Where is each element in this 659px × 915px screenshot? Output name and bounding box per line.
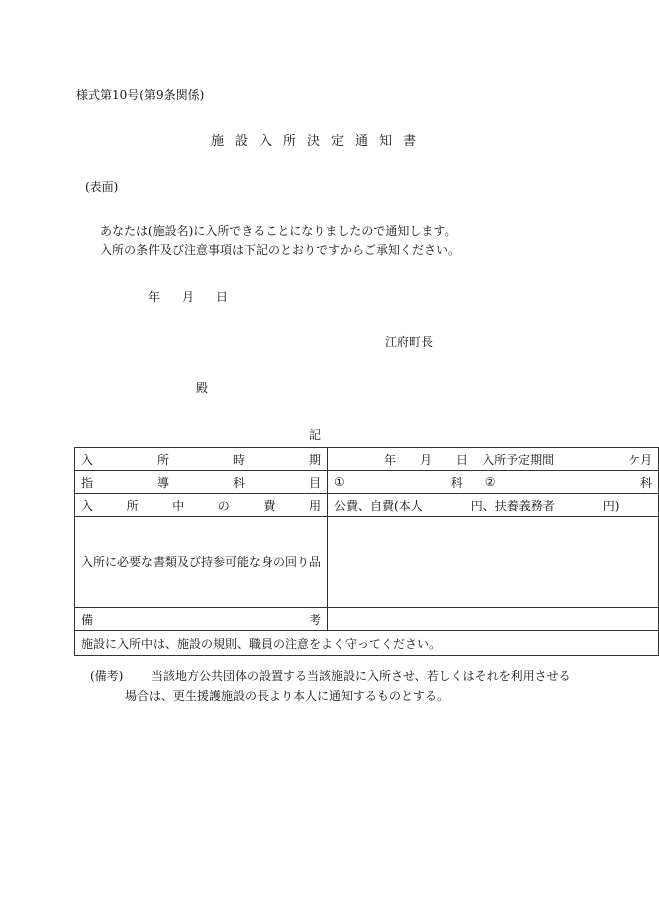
table-row-note: [75, 631, 659, 656]
label-guidance-subjects: 指導科目: [75, 471, 328, 494]
table-row-remarks: [75, 608, 659, 631]
body-text-line-2: 入所の条件及び注意事項は下記のとおりですからご承知ください。: [100, 243, 461, 257]
cost-yen-2: 円): [602, 498, 620, 513]
value-required-items: [328, 517, 659, 608]
issuer-name: 江府町長: [385, 335, 434, 349]
remarks-line-2: 場合は、更生援護施設の長より本人に通知するものとする。: [125, 689, 450, 703]
admission-period-unit: ケ月: [628, 452, 653, 467]
cost-public-self: 公費、自費(本人: [334, 498, 423, 513]
side-label: (表面): [85, 180, 119, 194]
label-table-remarks: 備考: [75, 608, 328, 631]
admission-month: 月: [420, 452, 433, 467]
subject-unit-1: 科: [450, 475, 463, 490]
date-year: 年: [148, 290, 161, 304]
value-costs: [328, 494, 659, 517]
table-row-guidance-subjects: [75, 471, 659, 494]
date-day: 日: [216, 290, 229, 304]
value-admission-time: [328, 448, 659, 471]
addressee-suffix: 殿: [196, 381, 209, 395]
table-note: 施設に入所中は、施設の規則、職員の注意をよく守ってください。: [75, 631, 659, 656]
value-table-remarks: [328, 608, 659, 631]
table-row-costs: [75, 494, 659, 517]
label-admission-time: 入所時期: [75, 448, 328, 471]
label-costs: 入所中の費用: [75, 494, 328, 517]
admission-year: 年: [384, 452, 397, 467]
form-number: 様式第10号(第9条関係): [76, 88, 205, 102]
table-row-admission-time: [75, 448, 659, 471]
cost-yen-1: 円、扶養義務者: [470, 498, 555, 513]
value-guidance-subjects: [328, 471, 659, 494]
table-row-required-items: [75, 517, 659, 608]
remarks-line-1: 当該地方公共団体の設置する当該施設に入所させ、若しくはそれを利用させる: [151, 669, 571, 683]
subject-unit-2: 科: [640, 475, 653, 490]
body-text-line-1: あなたは(施設名)に入所できることになりましたので通知します。: [100, 224, 457, 238]
remarks-label: (備考): [90, 669, 124, 683]
subject-mark-1: ①: [334, 475, 345, 489]
admission-period-label: 入所予定期間: [482, 452, 555, 467]
notice-table: [74, 447, 659, 656]
date-month: 月: [182, 290, 195, 304]
admission-day: 日: [456, 452, 469, 467]
label-required-items: 入所に必要な書類及び持参可能な身の回り品: [75, 517, 328, 608]
date-line: [148, 288, 228, 305]
ki-marker: 記: [308, 428, 321, 442]
document-title: 施設入所決定通知書: [210, 134, 427, 149]
subject-mark-2: ②: [484, 475, 496, 489]
